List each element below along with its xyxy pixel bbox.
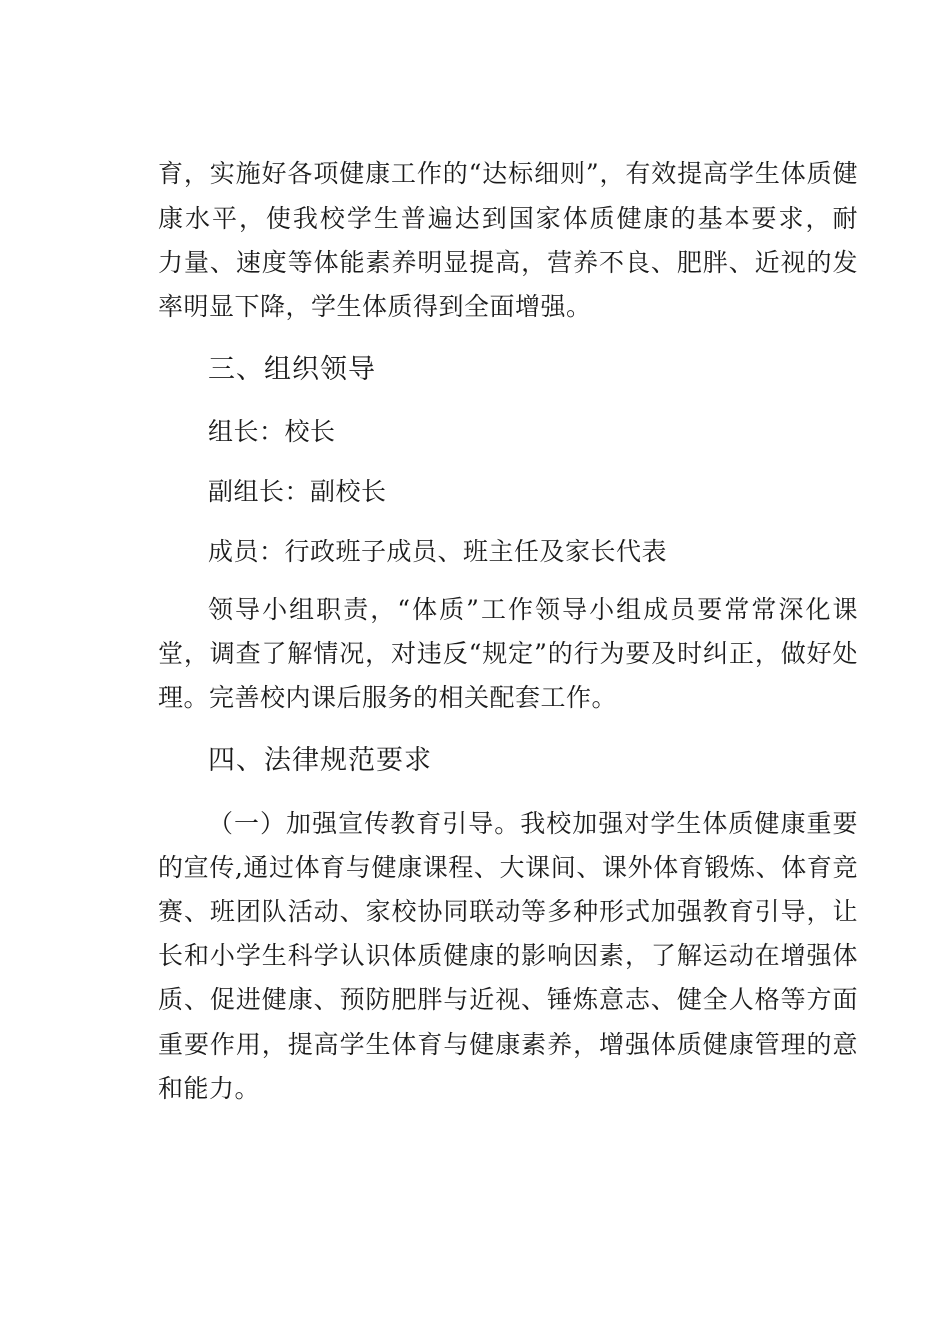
section-heading-4: 四、法律规范要求 — [208, 745, 432, 776]
section-heading-3: 三、组织领导 — [208, 354, 376, 385]
paragraph-line: 育，实施好各项健康工作的“达标细则”，有效提高学生体质健 — [158, 159, 858, 188]
paragraph-line: 领导小组职责，“体质”工作领导小组成员要常常深化课 — [208, 595, 858, 624]
leader-line: 组长：校长 — [208, 417, 336, 446]
paragraph-line: 率明显下降，学生体质得到全面增强。 — [158, 292, 592, 321]
paragraph-line: 长和小学生科学认识体质健康的影响因素，了解运动在增强体 — [158, 941, 858, 970]
paragraph-line: 重要作用，提高学生体育与健康素养，增强体质健康管理的意 — [158, 1030, 858, 1059]
vice-leader-line: 副组长：副校长 — [208, 477, 387, 506]
paragraph-line: 堂，调查了解情况，对违反“规定”的行为要及时纠正，做好处 — [158, 639, 858, 668]
paragraph-line: 理。完善校内课后服务的相关配套工作。 — [158, 683, 618, 712]
paragraph-line: （一）加强宣传教育引导。我校加强对学生体质健康重要 — [208, 809, 858, 838]
paragraph-line: 赛、班团队活动、家校协同联动等多种形式加强教育引导，让 — [158, 897, 858, 926]
paragraph-line: 康水平，使我校学生普遍达到国家体质健康的基本要求，耐 — [158, 204, 858, 233]
paragraph-line: 的宣传,通过体育与健康课程、大课间、课外体育锻炼、体育竞 — [158, 853, 858, 882]
paragraph-line: 质、促进健康、预防肥胖与近视、锤炼意志、健全人格等方面 — [158, 985, 858, 1014]
paragraph-line: 力量、速度等体能素养明显提高，营养不良、肥胖、近视的发 — [158, 248, 858, 277]
members-line: 成员：行政班子成员、班主任及家长代表 — [208, 537, 668, 566]
paragraph-line: 和能力。 — [158, 1074, 261, 1103]
